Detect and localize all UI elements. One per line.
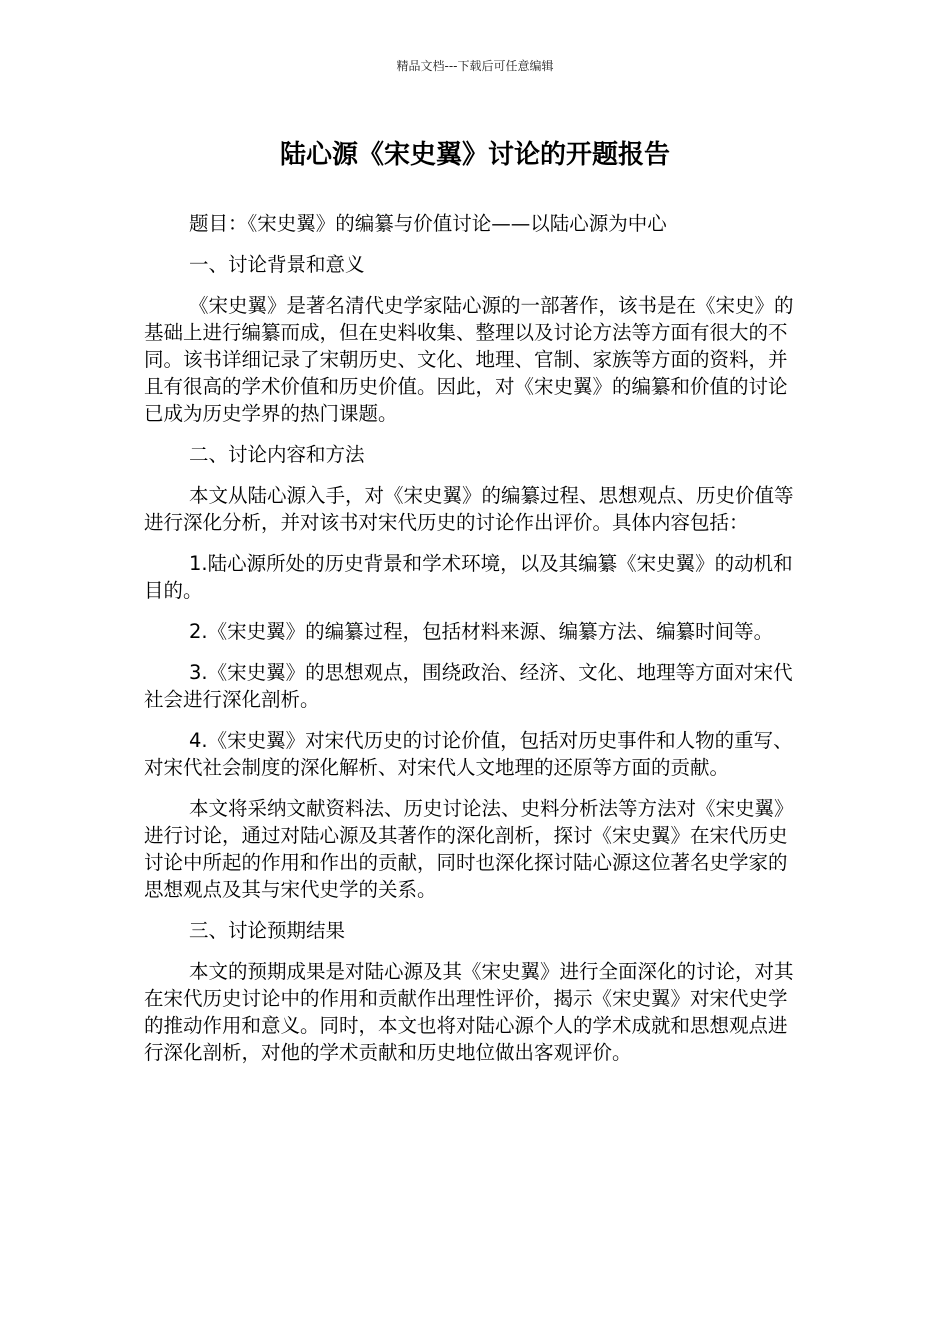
section-heading-expected-results: 三、讨论预期结果 — [189, 919, 346, 942]
header-note: 精品文档---下载后可任意编辑 — [396, 59, 554, 73]
document-title: 陆心源《宋史翼》讨论的开题报告 — [279, 140, 670, 170]
document-body — [144, 210, 804, 1080]
paragraph-background: 《宋史翼》是著名清代史学家陆心源的一部著作，该书是在《宋史》的基础上进行编纂而成，但在史料收集、整理以及讨论方法等方面有很大的不同。该书详细记录了宋朝历史、文化、地理、官制、家族等方面的资料，并且有很高的学术价值和历史价值。因此，对《宋史翼》的编纂和价值的讨论已成为历史学界的热门课题。 — [144, 294, 794, 425]
paragraph-method: 本文将采纳文献资料法、历史讨论法、史料分析法等方法对《宋史翼》进行讨论，通过对陆心源及其著作的深化剖析，探讨《宋史翼》在宋代历史讨论中所起的作用和作出的贡献，同时也深化探讨陆心源这位著名史学家的思想观点及其与宋代史学的关系。 — [144, 797, 794, 901]
list-item-1: 1.陆心源所处的历史背景和学术环境，以及其编纂《宋史翼》的动机和目的。 — [144, 552, 793, 602]
section-heading-content-method: 二、讨论内容和方法 — [189, 443, 365, 466]
paragraph-expected-results: 本文的预期成果是对陆心源及其《宋史翼》进行全面深化的讨论，对其在宋代历史讨论中的作用和贡献作出理性评价，揭示《宋史翼》对宋代史学的推动作用和意义。同时，本文也将对陆心源个人的学术成就和思想观点进行深化剖析，对他的学术贡献和历史地位做出客观评价。 — [144, 960, 794, 1064]
list-item-3: 3.《宋史翼》的思想观点，围绕政治、经济、文化、地理等方面对宋代社会进行深化剖析。 — [144, 661, 793, 711]
topic-line: 题目：《宋史翼》的编纂与价值讨论——以陆心源为中心 — [189, 212, 667, 235]
section-heading-background: 一、讨论背景和意义 — [189, 253, 365, 276]
list-item-4: 4.《宋史翼》对宋代历史的讨论价值，包括对历史事件和人物的重写、对宋代社会制度的深化解析、对宋代人文地理的还原等方面的贡献。 — [144, 729, 793, 779]
list-item-2: 2.《宋史翼》的编纂过程，包括材料来源、编纂方法、编纂时间等。 — [189, 620, 774, 643]
paragraph-content-intro: 本文从陆心源入手，对《宋史翼》的编纂过程、思想观点、历史价值等进行深化分析，并对该书对宋代历史的讨论作出评价。具体内容包括： — [144, 484, 794, 534]
